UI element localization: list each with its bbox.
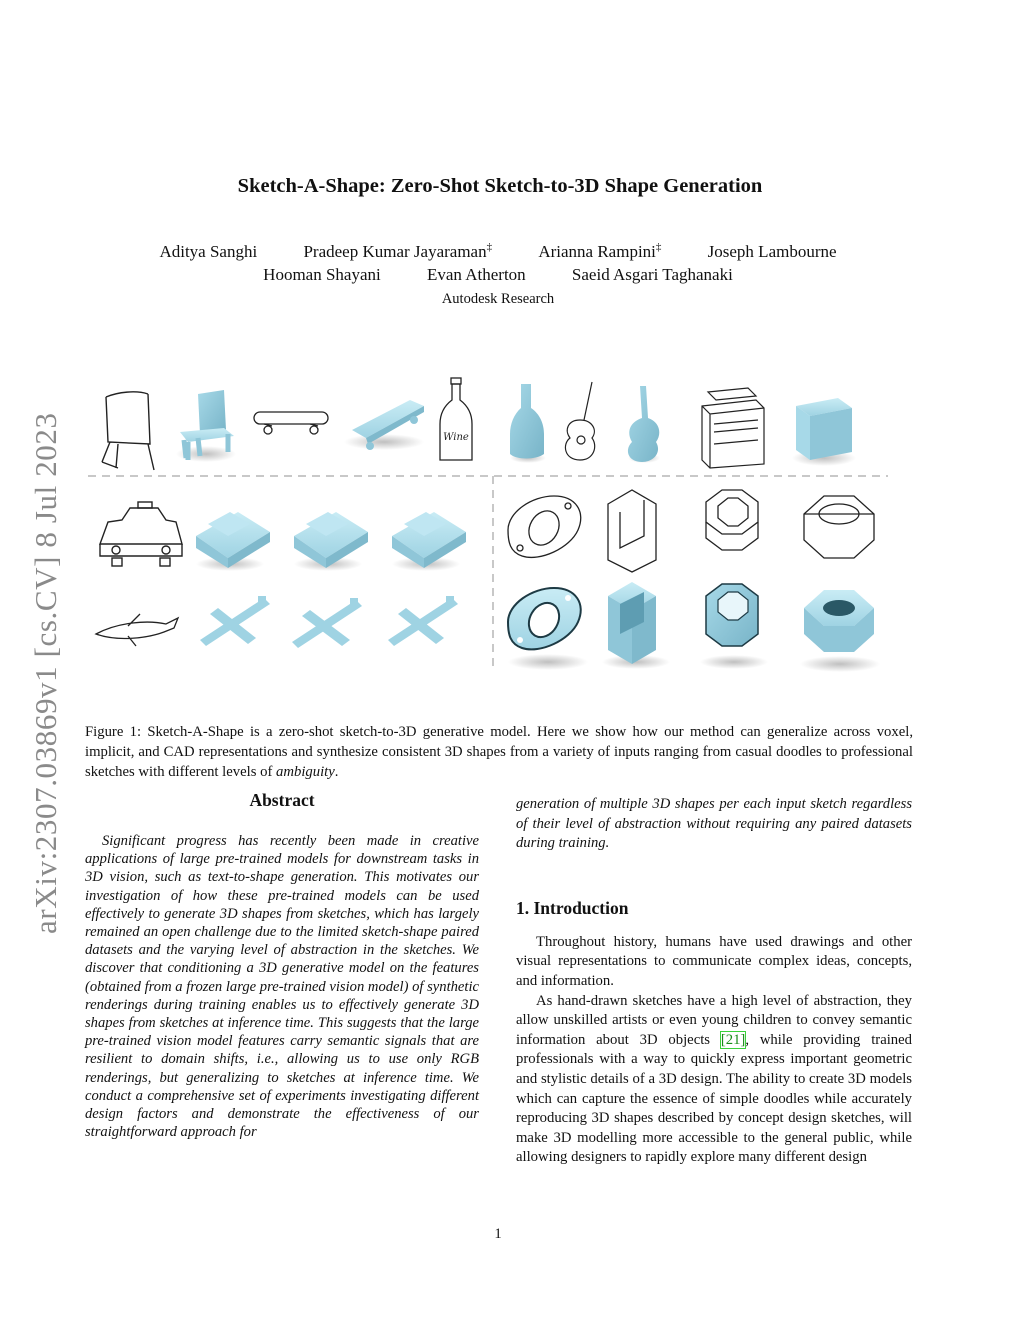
stove-sketch bbox=[702, 388, 764, 468]
author: Arianna Rampini‡ bbox=[538, 241, 662, 261]
u-block-sketch bbox=[608, 490, 656, 572]
paper-title: Sketch-A-Shape: Zero-Shot Sketch-to-3D Shape Generation bbox=[237, 175, 763, 197]
author: Pradeep Kumar Jayaraman‡ bbox=[303, 241, 493, 261]
voxel-car-1 bbox=[196, 512, 270, 571]
arxiv-identifier: arXiv:2307.03869v1 [cs.CV] 8 Jul 2023 bbox=[28, 412, 63, 934]
airplane-sketch bbox=[96, 614, 178, 646]
intro-paragraph-2: As hand-drawn sketches have a high level of abstraction, they allow unskilled artists or even young children to convey semantic information about 3D objects [21], while providing trained professionals with a way to quickly express important geometric and stylistic details of a 3D design. The ability to create 3D models which can capture the essence of simple doodles while accurately reproducing 3D shapes described by concept design sketches, will make 3D modelling more accessible to the general public, while allowing designers to rapidly explore many different design bbox=[516, 992, 913, 1166]
affiliation: Autodesk Research bbox=[441, 291, 555, 307]
page-number: 1 bbox=[494, 1226, 502, 1242]
author: Joseph Lambourne bbox=[707, 241, 837, 261]
guitar-sketch bbox=[565, 382, 594, 460]
author: Hooman Shayani bbox=[263, 265, 381, 284]
hex-nut-shape bbox=[800, 590, 880, 672]
guitar-shape bbox=[628, 386, 660, 463]
stove-shape bbox=[792, 398, 856, 466]
right-column bbox=[516, 795, 912, 1168]
wine-label: Wine bbox=[443, 432, 469, 443]
author: Aditya Sanghi bbox=[159, 241, 258, 261]
voxel-airplane-2 bbox=[292, 598, 362, 648]
voxel-airplane-3 bbox=[388, 596, 458, 646]
figure-1-caption: Figure 1: Sketch-A-Shape is a zero-shot sketch-to-3D generative model. Here we show how our method can generalize across voxel, implicit, and CAD representations and synthesize consistent 3D shapes from a variety of inputs ranging from casual doodles to professional sketches with different levels of ambiguity. bbox=[85, 724, 913, 780]
octagon-ring-sketch bbox=[706, 490, 758, 550]
voxel-car-3 bbox=[392, 512, 466, 571]
abstract-continuation: generation of multiple 3D shapes per each input sketch regardless of their level of abstraction without requiring any paired datasets during training. bbox=[516, 796, 912, 852]
author: Saeid Asgari Taghanaki bbox=[571, 265, 733, 284]
chair-shape bbox=[176, 390, 236, 462]
skateboard-sketch bbox=[254, 412, 328, 434]
voxel-airplane-1 bbox=[200, 596, 270, 646]
car-sketch bbox=[100, 502, 182, 566]
voxel-car-2 bbox=[294, 512, 368, 571]
author-list-line-2 bbox=[0, 265, 996, 285]
left-column bbox=[85, 790, 479, 1141]
u-block-shape bbox=[602, 582, 670, 669]
hex-nut-sketch bbox=[804, 496, 874, 558]
octagon-ring-shape bbox=[700, 584, 768, 669]
citation-link[interactable]: [21] bbox=[720, 1031, 746, 1048]
figure-1-image bbox=[88, 372, 888, 677]
author-list-line-1 bbox=[0, 241, 996, 262]
chair-sketch bbox=[102, 392, 154, 470]
skateboard-shape bbox=[344, 400, 424, 450]
intro-paragraph-1: Throughout history, humans have used drawings and other visual representations to communicate complex ideas, concepts, and information. bbox=[516, 933, 912, 989]
wine-bottle-shape bbox=[510, 384, 546, 463]
author: Evan Atherton bbox=[427, 265, 526, 284]
introduction-heading: 1. Introduction bbox=[516, 897, 629, 918]
abstract-heading: Abstract bbox=[249, 790, 315, 810]
wine-bottle-sketch bbox=[440, 378, 472, 460]
abstract-body: Significant progress has recently been made in creative applications of large pre-trained models for downstream tasks in 3D vision, such as text-to-shape generation. This motivates our investigation of how these pre-trained models can be used effectively to generate 3D shapes from sketches, which has largely remained an open challenge due to the limited sketch-shape paired datasets and the varying level of abstraction in the sketches. We discover that conditioning a 3D generative model on the features (obtained from a frozen large pre-trained vision model) of synthetic renderings during training enables us to effectively generate 3D shapes from sketches at inference time. This suggests that the large pre-trained vision model features carry semantic signals that are resilient to domain shifts, i.e., allowing us to use only RGB renderings, but generalizing to sketches at inference time. We conduct a comprehensive set of experiments investigating different design factors and demonstrate the effectiveness of our straightforward approach for bbox=[85, 833, 479, 1141]
flange-shape bbox=[508, 588, 588, 670]
flange-sketch bbox=[508, 496, 581, 557]
